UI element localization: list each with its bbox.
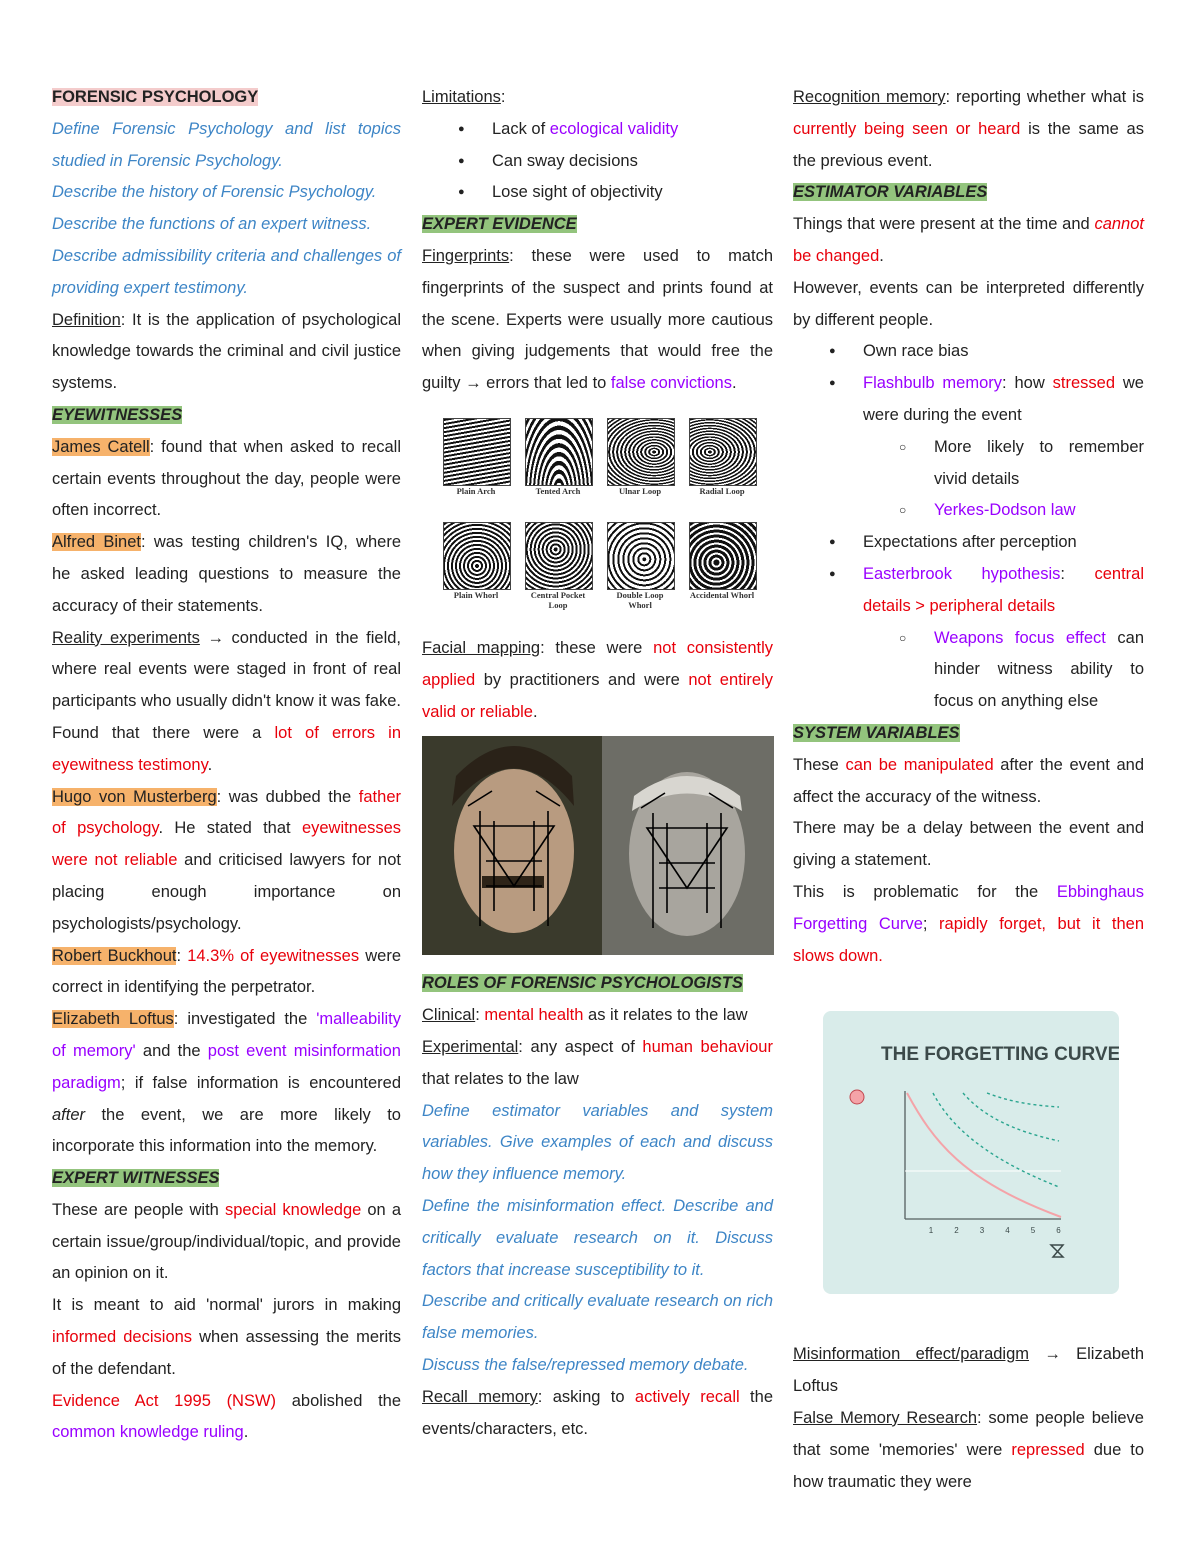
- estimator-heading-text: ESTIMATOR VARIABLES: [793, 183, 988, 202]
- list-item: ● Own race bias: [793, 336, 1144, 368]
- est-red-italic: cannot: [1094, 215, 1144, 234]
- loftus-text-3: ; if false information is encountered: [120, 1073, 401, 1092]
- column-2: [422, 82, 773, 1445]
- expert-witnesses-heading: [52, 1163, 401, 1195]
- list-item: ● Expectations after perception: [793, 527, 1144, 559]
- estimator-heading: [793, 177, 1144, 209]
- column-3: [793, 82, 1144, 1498]
- fingerprint-icon: [525, 522, 593, 590]
- list-item: [793, 368, 1144, 432]
- buckhout-red: 14.3% of eyewitnesses: [187, 946, 360, 965]
- ew-text-2: on a certain issue/group/individual/topic, and provide an opinion on it.: [52, 1200, 401, 1283]
- munsterberg-text-1: : was dubbed the: [216, 787, 359, 806]
- fingerprint-icon: [607, 522, 675, 590]
- curve-review-3: [987, 1093, 1059, 1107]
- hourglass-icon: [1051, 1245, 1063, 1257]
- objective-8: Discuss the false/repressed memory debate.: [422, 1355, 749, 1374]
- binet-text: : was testing children's IQ, where he asked leading questions to measure the accuracy of their statements.: [52, 533, 401, 615]
- list-item: ○ More likely to remember vivid details: [793, 432, 1144, 496]
- fingerprint-icon: [443, 418, 511, 486]
- reality-end: .: [207, 755, 213, 774]
- system-paragraph-3: [793, 877, 1144, 972]
- fingerprint-icon: [607, 418, 675, 486]
- ew-purple: common knowledge ruling: [52, 1423, 244, 1442]
- binet-name: Alfred Binet: [52, 533, 141, 552]
- facial-text-2: by practitioners and were: [475, 670, 689, 689]
- recognition-text-1: : reporting whether what is: [945, 88, 1144, 106]
- loftus-purple-2: post event misinformation paradigm: [52, 1041, 401, 1092]
- column-1: [52, 82, 401, 1449]
- definition-text: : It is the application of psychological knowledge towards the criminal and civil justice systems.: [52, 310, 401, 393]
- b4-sep: :: [1060, 564, 1095, 583]
- system-paragraph-2: There may be a delay between the event and giving a statement.: [793, 819, 1144, 870]
- buckhout-text: were correct in identifying the perpetrator.: [52, 946, 402, 997]
- limitations-label: Limitations: [422, 88, 501, 106]
- facial-red-2: not entirely valid or reliable: [422, 670, 773, 721]
- experimental-paragraph: [422, 1032, 773, 1096]
- facial-text-1: : these were: [540, 638, 654, 657]
- roles-heading: [422, 968, 773, 1000]
- roles-heading-text: ROLES OF FORENSIC PSYCHOLOGISTS: [422, 974, 743, 993]
- eyewitnesses-heading: [52, 400, 401, 432]
- objective-2: Describe the history of Forensic Psychology.: [52, 183, 377, 202]
- loftus-purple-1: 'malleability of memory': [52, 1010, 401, 1060]
- x-tick-label: 2: [954, 1226, 959, 1236]
- objective-4: Describe admissibility criteria and challenges of providing expert testimony.: [52, 246, 401, 297]
- misinfo-text: → Elizabeth Loftus: [793, 1345, 1144, 1396]
- reality-text: → conducted in the field, where real events were staged in front of real participants who usually didn't know it was fake. Found that there were a: [52, 628, 401, 742]
- objective-6: Define the misinformation effect. Describe and critically evaluate research on it. Discuss factors that increase susceptibility to it.: [422, 1196, 773, 1279]
- fingerprints-end: .: [731, 374, 737, 393]
- objective-5: Define estimator variables and system variables. Give examples of each and discuss how they influence memory.: [422, 1101, 773, 1184]
- fingerprints-text: : these were used to match fingerprints of the suspect and prints found at the scene. Experts were usually more cautious when giving judgements that would free the guilty → errors that led to: [422, 246, 773, 393]
- fingerprint-icon: [689, 418, 757, 486]
- catell-text: : found that when asked to recall certain events throughout the day, people were often incorrect.: [52, 437, 401, 520]
- list-item: [793, 495, 1144, 527]
- fingerprint-caption: Plain Whorl: [453, 590, 499, 601]
- ew-text-6: .: [243, 1423, 249, 1442]
- b4-red: central details > peripheral details: [863, 564, 1144, 615]
- b2-text-1: : how: [1002, 374, 1053, 393]
- munsterberg-red-2: eyewitnesses were not reliable: [52, 819, 402, 870]
- expert-witness-paragraph-1: [52, 1195, 401, 1290]
- loftus-name: Elizabeth Loftus: [52, 1010, 174, 1029]
- sys-text-2: after the event and affect the accuracy of the witness.: [793, 755, 1144, 806]
- forgetting-curve-graphic: [823, 1011, 1119, 1294]
- catell-name: James Catell: [52, 437, 150, 456]
- system-heading: [793, 718, 1144, 750]
- objective-1: Define Forensic Psychology and list topics studied in Forensic Psychology.: [52, 119, 401, 170]
- reality-red: lot of errors in eyewitness testimony: [52, 723, 401, 774]
- ew-text-1: These are people with: [52, 1200, 225, 1219]
- clinical-text: as it relates to the law: [583, 1006, 748, 1025]
- fingerprint-central-pocket-loop: [525, 522, 591, 633]
- reality-paragraph: [52, 623, 401, 782]
- facial-mapping-image: [422, 736, 774, 955]
- munsterberg-text-2: . He stated that: [158, 819, 302, 838]
- curve-no-review: [907, 1093, 1061, 1217]
- fingerprint-radial-loop: [689, 418, 755, 519]
- experimental-red: human behaviour: [642, 1037, 773, 1056]
- objective-3: Describe the functions of an expert witness.: [52, 215, 372, 234]
- eyewitnesses-heading-text: EYEWITNESSES: [52, 405, 183, 424]
- estimator-paragraph-1: [793, 209, 1144, 273]
- system-heading-text: SYSTEM VARIABLES: [793, 723, 960, 742]
- false-label: False Memory Research: [793, 1408, 978, 1427]
- objective-7: Describe and critically evaluate research on rich false memories.: [422, 1292, 773, 1343]
- lim1-text: Lack of: [492, 119, 550, 138]
- sys-end: .: [878, 946, 883, 965]
- x-tick-label: 3: [979, 1226, 985, 1236]
- misinfo-label: Misinformation effect/paradigm: [793, 1345, 1030, 1364]
- b2-red: stressed: [1052, 374, 1115, 393]
- b4-sub-text: can hinder witness ability to focus on anything else: [934, 628, 1145, 711]
- expert-witness-paragraph-2: [52, 1290, 401, 1385]
- facial-end: .: [532, 702, 538, 721]
- recall-text-1: : asking to: [537, 1387, 635, 1406]
- b2-sub2-purple: Yerkes-Dodson law: [934, 501, 1076, 520]
- munsterberg-name: Hugo von Musterberg: [52, 787, 217, 806]
- recall-red: actively recall: [634, 1387, 740, 1406]
- list-item: [793, 623, 1144, 718]
- clinical-paragraph: [422, 1000, 773, 1032]
- sys-text-4: This is problematic for the: [793, 882, 1057, 901]
- loftus-paragraph: [52, 1004, 401, 1163]
- buckhout-name: Robert Buckhout: [52, 946, 177, 965]
- facial-mapping-paragraph: [422, 633, 773, 728]
- false-text-1: : some people believe that some 'memories' were: [793, 1408, 1144, 1459]
- est-end: .: [879, 246, 884, 265]
- x-tick-label: 6: [1056, 1226, 1061, 1236]
- loftus-text-2: and the: [135, 1041, 208, 1060]
- ew-text-5: abolished the: [276, 1391, 402, 1410]
- recognition-label: Recognition memory: [793, 88, 946, 106]
- munsterberg-red-1: father of psychology: [52, 787, 401, 838]
- list-item: [793, 559, 1144, 623]
- limitations-paragraph: [422, 82, 773, 114]
- catell-paragraph: [52, 432, 401, 527]
- list-item: ● Can sway decisions: [422, 146, 773, 178]
- clinical-label: Clinical: [422, 1006, 476, 1025]
- list-item: ● Lose sight of objectivity: [422, 177, 773, 209]
- definition-label: Definition: [52, 310, 121, 329]
- sys-red-2: rapidly forget, but it then slows down: [793, 914, 1144, 965]
- x-tick-label: 4: [1005, 1226, 1010, 1236]
- ew-red-2: informed decisions: [52, 1328, 193, 1347]
- face-comparison-photo: [422, 736, 774, 955]
- est-text-1: Things that were present at the time and: [793, 215, 1095, 234]
- fingerprint-caption: Plain Arch: [456, 485, 496, 496]
- fingerprint-caption: Accidental Whorl: [689, 590, 755, 601]
- fingerprint-accidental-whorl: [689, 522, 755, 633]
- fingerprints-paragraph: [422, 241, 773, 400]
- false-memory-paragraph: [793, 1403, 1144, 1498]
- recognition-text-2: is the same as the previous event.: [793, 119, 1144, 170]
- recognition-paragraph: [793, 82, 1144, 177]
- facial-red-1: not consistently applied: [422, 638, 774, 689]
- b4-sub-purple: Weapons focus effect: [934, 628, 1106, 647]
- munsterberg-text-3: and criticised lawyers for not placing enough importance on psychologists/psychology.: [52, 851, 401, 933]
- brain-icon: [850, 1090, 864, 1104]
- fingerprint-types-image: [443, 418, 773, 633]
- fingerprint-double-loop-whorl: [607, 522, 673, 633]
- false-text-2: due to how traumatic they were: [793, 1440, 1144, 1491]
- clinical-red: mental health: [484, 1006, 584, 1025]
- ew-red-1: special knowledge: [224, 1200, 362, 1219]
- fingerprints-purple: false convictions: [610, 374, 732, 393]
- expert-evidence-heading-text: EXPERT EVIDENCE: [422, 215, 577, 234]
- fingerprint-plain-arch: [443, 418, 509, 519]
- experimental-label: Experimental: [422, 1037, 519, 1056]
- munsterberg-paragraph: [52, 782, 401, 941]
- fingerprints-label: Fingerprints: [422, 246, 510, 265]
- fingerprint-icon: [689, 522, 757, 590]
- expert-witnesses-heading-text: EXPERT WITNESSES: [52, 1169, 220, 1188]
- b2-purple: Flashbulb memory: [863, 374, 1003, 393]
- binet-paragraph: [52, 527, 401, 622]
- fingerprint-icon: [525, 418, 593, 486]
- reality-label: Reality experiments: [52, 628, 200, 647]
- doc-title: [52, 82, 401, 114]
- fingerprint-icon: [443, 522, 511, 590]
- fingerprint-ulnar-loop: [607, 418, 673, 519]
- x-axis-ticks: [929, 1226, 1062, 1235]
- buckhout-sep: :: [176, 946, 188, 965]
- title-text: FORENSIC PSYCHOLOGY: [52, 88, 259, 106]
- x-tick-label: 1: [928, 1226, 934, 1236]
- ew-text-4: when assessing the merits of the defendant.: [52, 1328, 401, 1378]
- definition-paragraph: [52, 305, 401, 400]
- sys-red: can be manipulated: [845, 755, 994, 774]
- system-paragraph-1: [793, 750, 1144, 814]
- list-item: [422, 114, 773, 146]
- loftus-italic: after: [52, 1105, 86, 1124]
- fingerprint-caption: Central Pocket Loop: [530, 590, 586, 611]
- fingerprint-caption: Radial Loop: [699, 485, 745, 496]
- fingerprint-tented-arch: [525, 418, 591, 519]
- fingerprint-caption: Double Loop Whorl: [616, 590, 664, 611]
- recognition-red: currently being seen or heard: [793, 119, 1021, 138]
- recall-paragraph: [422, 1382, 773, 1446]
- limitations-list: [422, 114, 773, 209]
- experimental-text-1: : any aspect of: [518, 1037, 643, 1056]
- curve-title: THE FORGETTING CURVE: [881, 1044, 1119, 1066]
- recall-label: Recall memory: [422, 1387, 538, 1406]
- b4-purple: Easterbrook hypothesis: [863, 564, 1061, 583]
- limitations-colon: :: [500, 88, 506, 106]
- expert-witness-paragraph-3: [52, 1386, 401, 1450]
- experimental-text-2: that relates to the law: [422, 1069, 579, 1088]
- lim1-purple: ecological validity: [549, 119, 679, 138]
- loftus-text-1: : investigated the: [173, 1010, 317, 1029]
- sys-text-5: ;: [922, 914, 940, 933]
- false-red: repressed: [1011, 1440, 1085, 1459]
- curve-review-1: [933, 1093, 1059, 1187]
- fingerprint-caption: Ulnar Loop: [618, 485, 662, 496]
- estimator-list: [793, 336, 1144, 718]
- clinical-sep: :: [475, 1006, 485, 1025]
- b2-text-2: we were during the event: [863, 374, 1144, 424]
- x-tick-label: 5: [1030, 1226, 1036, 1236]
- sys-text-1: These: [793, 755, 846, 774]
- fingerprint-caption: Tented Arch: [535, 485, 581, 496]
- sys-purple: Ebbinghaus Forgetting Curve: [793, 882, 1144, 933]
- est-red: be changed: [793, 246, 880, 265]
- expert-evidence-heading: [422, 209, 773, 241]
- fingerprint-plain-whorl: [443, 522, 509, 633]
- forgetting-curve-image: [823, 1011, 1119, 1294]
- estimator-paragraph-2: However, events can be interpreted differently by different people.: [793, 278, 1144, 329]
- ew-text-3: It is meant to aid 'normal' jurors in making: [52, 1296, 401, 1315]
- recall-text-2: the events/characters, etc.: [422, 1387, 773, 1438]
- misinfo-paragraph: [793, 1339, 1144, 1403]
- buckhout-paragraph: [52, 941, 401, 1005]
- ew-red-3: Evidence Act 1995 (NSW): [52, 1391, 277, 1410]
- facial-label: Facial mapping: [422, 638, 541, 657]
- loftus-text-4: the event, we are more likely to incorporate this information into the memory.: [52, 1105, 401, 1156]
